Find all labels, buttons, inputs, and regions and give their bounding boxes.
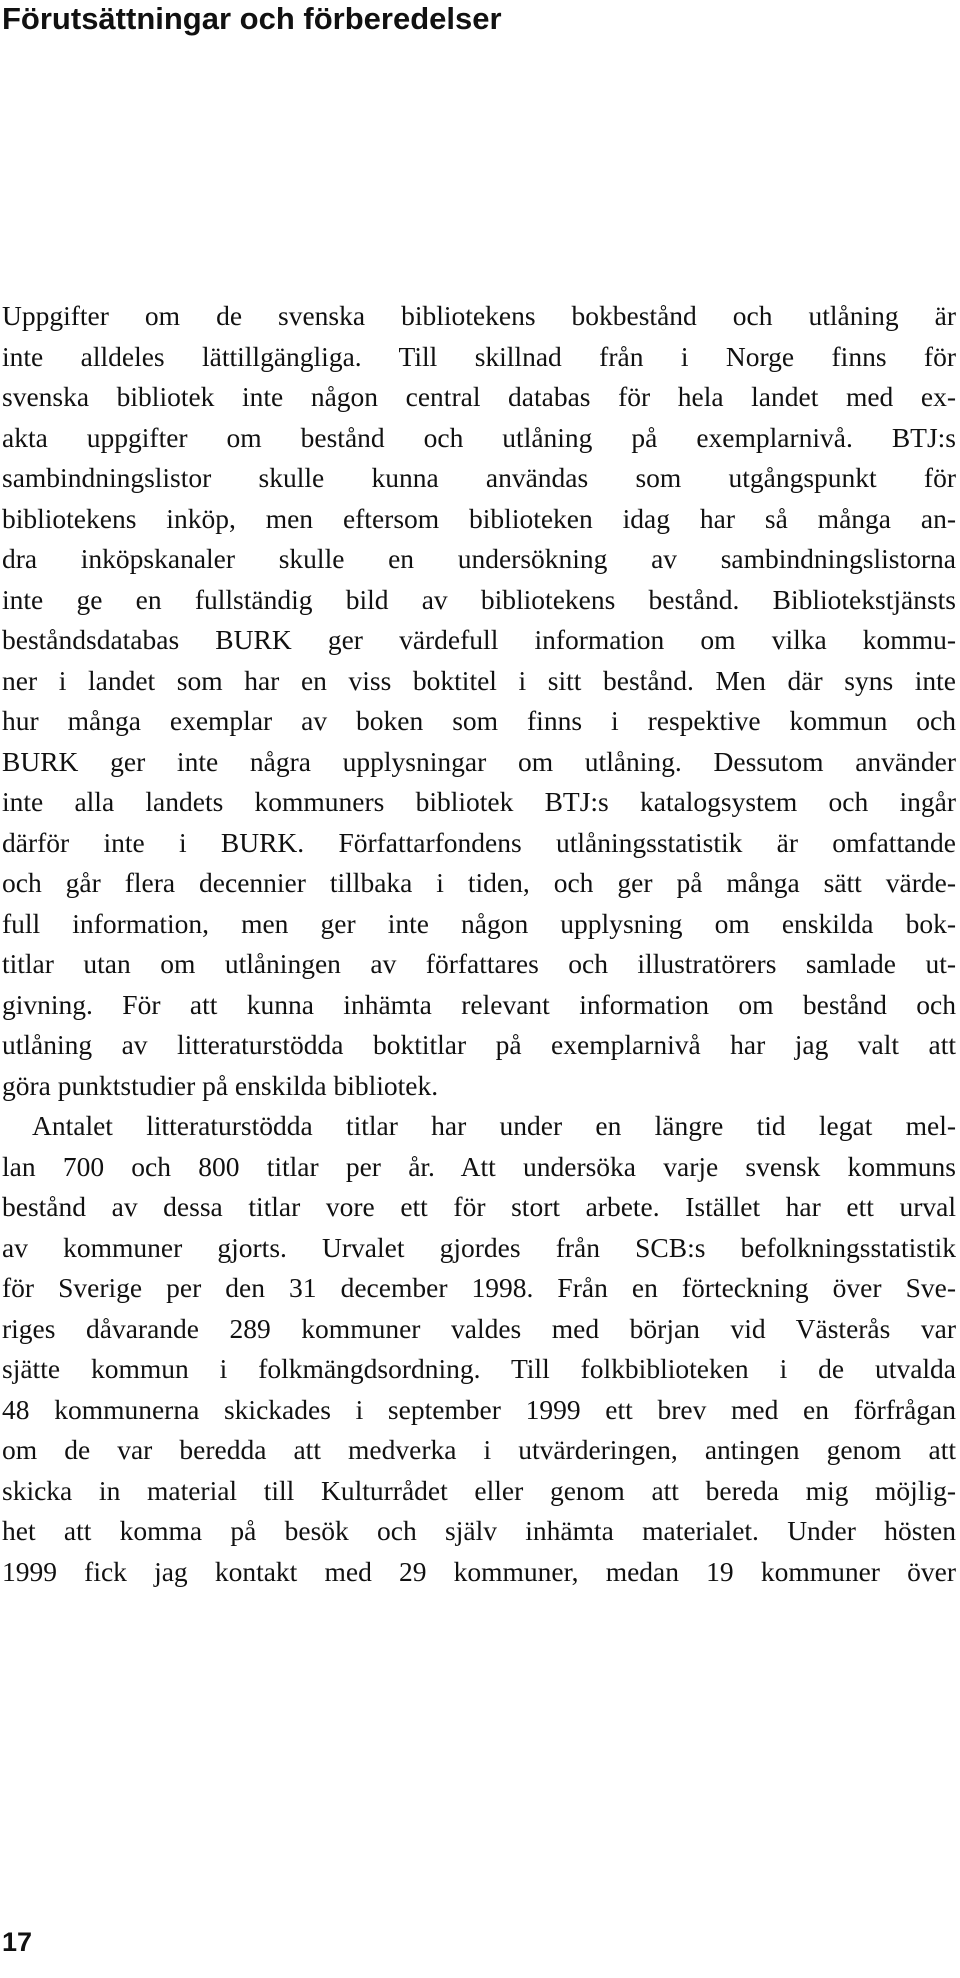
text-line: för Sverige per den 31 december 1998. Från en förteckning över Sve-: [2, 1272, 956, 1303]
text-line: 48 kommunerna skickades i september 1999 ett brev med en förfrågan: [2, 1393, 956, 1425]
text-line: full information, men ger inte någon upplysning om enskilda bok-: [2, 907, 956, 939]
text-line: lan 700 och 800 titlar per år. Att undersöka varje svensk kommuns: [2, 1150, 956, 1182]
body-text: [2, 296, 956, 1592]
text-line: beståndsdatabas BURK ger värdefull information om vilka kommu-: [2, 624, 956, 655]
text-line: Uppgifter om de svenska bibliotekens bokbestånd och utlåning är: [2, 300, 956, 331]
text-line: dra inköpskanaler skulle en undersökning av sambindningslistorna: [2, 543, 956, 574]
text-line: bibliotekens inköp, men eftersom biblioteken idag har så många an-: [2, 502, 956, 534]
page-heading: Förutsättningar och förberedelser: [2, 1, 502, 36]
text-line: ner i landet som har en viss boktitel i sitt bestånd. Men där syns inte: [2, 664, 956, 696]
text-line: sambindningslistor skulle kunna användas som utgångspunkt för: [2, 462, 956, 493]
text-line: därför inte i BURK. Författarfondens utlåningsstatistik är omfattande: [2, 826, 956, 858]
text-line: och går flera decennier tillbaka i tiden, och ger på många sätt värde-: [2, 867, 956, 898]
text-line: BURK ger inte några upplysningar om utlåning. Dessutom använder: [2, 745, 956, 777]
text-line: om de var beredda att medverka i utvärderingen, antingen genom att: [2, 1434, 956, 1465]
text-line: akta uppgifter om bestånd och utlåning på exemplarnivå. BTJ:s: [2, 421, 956, 453]
text-line: inte alldeles lättillgängliga. Till skillnad från i Norge finns för: [2, 340, 956, 372]
text-line: av kommuner gjorts. Urvalet gjordes från SCB:s befolkningsstatistik: [2, 1231, 956, 1263]
page-number: 17: [2, 1927, 33, 1957]
text-line: givning. För att kunna inhämta relevant information om bestånd och: [2, 988, 956, 1020]
text-line: utlåning av litteraturstödda boktitlar på exemplarnivå har jag valt att: [2, 1029, 956, 1060]
text-line: inte alla landets kommuners bibliotek BTJ:s katalogsystem och ingår: [2, 786, 956, 817]
text-line: svenska bibliotek inte någon central databas för hela landet med ex-: [2, 381, 956, 412]
text-line: titlar utan om utlåningen av författares och illustratörers samlade ut-: [2, 948, 956, 979]
text-line: hur många exemplar av boken som finns i respektive kommun och: [2, 705, 956, 736]
text-line: inte ge en fullständig bild av bibliotekens bestånd. Bibliotekstjänsts: [2, 583, 956, 615]
paragraph-2: [2, 1106, 956, 1592]
text-line: het att komma på besök och själv inhämta materialet. Under hösten: [2, 1515, 956, 1546]
text-line: riges dåvarande 289 kommuner valdes med början vid Västerås var: [2, 1312, 956, 1344]
text-line: sjätte kommun i folkmängdsordning. Till folkbiblioteken i de utvalda: [2, 1353, 956, 1384]
text-line: Antalet litteraturstödda titlar har under en längre tid legat mel-: [32, 1110, 956, 1141]
text-line: 1999 fick jag kontakt med 29 kommuner, medan 19 kommuner över: [2, 1555, 956, 1587]
text-line: skicka in material till Kulturrådet eller genom att bereda mig möjlig-: [2, 1474, 956, 1506]
text-line: göra punktstudier på enskilda bibliotek.: [2, 1069, 439, 1101]
text-line: bestånd av dessa titlar vore ett för stort arbete. Istället har ett urval: [2, 1191, 956, 1222]
paragraph-1: [2, 296, 956, 1106]
